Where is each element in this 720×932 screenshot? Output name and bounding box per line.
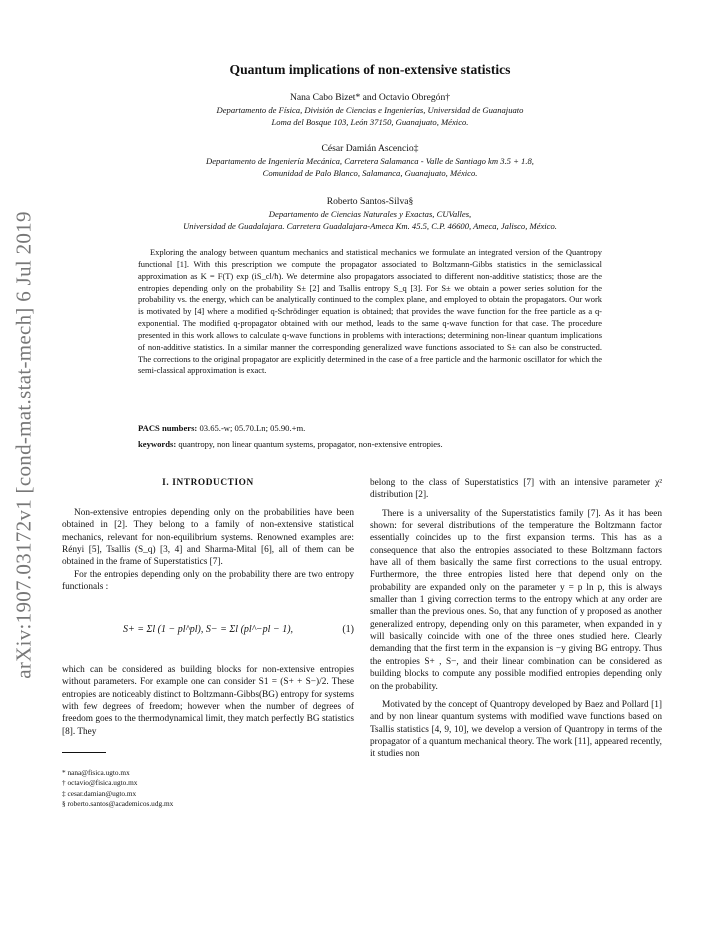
intro-paragraph-2: For the entropies depending only on the probability there are two entropy functionals : [62,569,354,593]
arxiv-identifier [4,205,44,685]
authors-line: Nana Cabo Bizet* and Octavio Obregón† [289,92,451,103]
author-3: Roberto Santos-Silva§ [326,196,414,207]
footnote-rule [62,752,106,753]
intro-paragraph-3: which can be considered as building blocks for non-extensive entropies without parameters. For example one can consider S1 = (S+ + S−)/2. These entropies are noticeably distinct to Boltzmann-Gibbs(BG) entropy for systems with few degrees of freedom; however when the number of degrees of freedom goes to the thermodynamical limit, they match perfectly BG statistics [8]. They [62,665,354,737]
intro-paragraph-1: Non-extensive entropies depending only on the probabilities have been obtained in [2]. They belong to a family of non-extensive statistical mechanics, relevant for non-equilibrium systems. Renowned examples are: Rényi [5], Tsallis (S_q) [3, 4] and Sharma-Mital [6], all of them can be obtained in the frame of Superstatistics [7]. [62,508,354,568]
footnote-4: § roberto.santos@academicos.udg.mx [62,799,174,809]
footnote-2: † octavio@fisica.ugto.mx [62,778,138,788]
equation-body: S+ = Σl (1 − pl^pl), S− = Σl (pl^−pl − 1), [122,624,294,635]
footnote-1: * nana@fisica.ugto.mx [62,768,130,777]
footnotes [62,768,173,810]
keywords-label: keywords: [138,439,177,449]
equation-1 [62,624,354,635]
paper-title: Quantum implications of non-extensive statistics [229,62,511,77]
equation-number: (1) [342,624,354,635]
affiliation-3-line-1: Departamento de Ciencias Naturales y Exactas, CUValles, [268,209,472,219]
pacs-values: 03.65.-w; 05.70.Ln; 05.90.+m. [199,423,306,433]
affiliation-1-line-2: Loma del Bosque 103, León 37150, Guanajuato, México. [271,117,469,127]
affiliation-2-line-2: Comunidad de Palo Blanco, Salamanca, Guanajuato, México. [262,168,478,178]
affiliation-3-line-2: Universidad de Guadalajara. Carretera Guadalajara-Ameca Km. 45.5, C.P. 46600, Ameca, Jalisco, México. [183,221,557,231]
intro-paragraph-5: There is a universality of the Superstatistics family [7]. As it has been shown: for several distributions of the temperature the Boltzmann factor essentially coincides up to the first expansion terms. This has as a consequence that also the entropies associated to these Boltzmann factors have all of them basically the same first corrections to the usual entropy. Furthermore, the three entropies listed here that depend only on the probability are expanded only on the parameter y = p ln p, this is always smaller than 1 giving correction terms to the entropy which at any order are smaller than the previous ones. So, that any function of y proposed as another generalized entropy, depending only on this parameter, when expanded in y will basically coincide with one of the three ones studied here. Clearly demanding that the first term in the expansion is −y giving BG entropy. Thus the entropies S+ , S−, and their linear combination can be considered as building blocks to compute any possible modified entropies depending only on the probability. [370,508,662,692]
arxiv-id-text: arXiv:1907.03172v1 [cond-mat.stat-mech] 6 Jul 2019 [11,211,36,679]
abstract-text: Exploring the analogy between quantum mechanics and statistical mechanics we formulate an integrated version of the Quantropy functional [1]. With this prescription we compute the propagator associated to Boltzmann-Gibbs statistics in the semiclassical approximation as K = F(T) exp (iS_cl/ħ). We determine also propagators associated to different non-additive statistics; those are the entropies depending only on the probability S± [2] and Tsallis entropy S_q [3]. For S± we obtain a power series solution for the probability vs. the energy, which can be analytically continued to the complex plane, and employed to obtain the propagators. Our work is motivated by [4] where a modified q-Schrödinger equation is obtained; that provides the wave function for the free particle as a q-exponential. The modified q-propagator obtained with our method, leads to the same q-wave function for that case. The procedure presented in this work allows to calculate q-wave functions in problems with interactions; determining non-linear quantum implications of non-additive statistics. In a similar manner the corresponding generalized wave functions associated to S± can also be constructed. The corrections to the original propagator are explicitly determined in the case of a free particle and the harmonic oscillator for which the semi-classical approximation is exact. [138,247,602,376]
pacs-line [138,423,602,433]
author-2: César Damián Ascencio‡ [321,143,419,154]
section-heading: I. INTRODUCTION [162,478,254,488]
footnote-3: ‡ cesar.damian@ugto.mx [62,788,137,798]
affiliation-1-line-1: Departamento de Física, División de Ciencias e Ingenierías, Universidad de Guanajuato [216,105,524,115]
keywords-line [138,439,602,449]
affiliation-2-line-1: Departamento de Ingeniería Mecánica, Carretera Salamanca - Valle de Santiago km 3.5 + 1.8, [206,156,534,166]
column-1-top [62,507,354,593]
intro-paragraph-4: belong to the class of Superstatistics [7] with an intensive parameter χ² distribution [2]. [370,478,662,501]
intro-paragraph-6: Motivated by the concept of Quantropy developed by Baez and Pollard [1] and by non linear quantum systems with modified wave functions based on Tsallis statistics [4, 9, 10], we develop a version of Quantropy in terms of the propagator of a quantum mechanical theory. The work [11], appeared recently, it studies non [370,699,662,760]
column-1-bottom [62,664,354,738]
pacs-label: PACS numbers: [138,423,198,433]
column-2 [370,477,662,761]
keywords-values: quantropy, non linear quantum systems, propagator, non-extensive entropies. [178,439,443,449]
abstract [138,247,602,377]
